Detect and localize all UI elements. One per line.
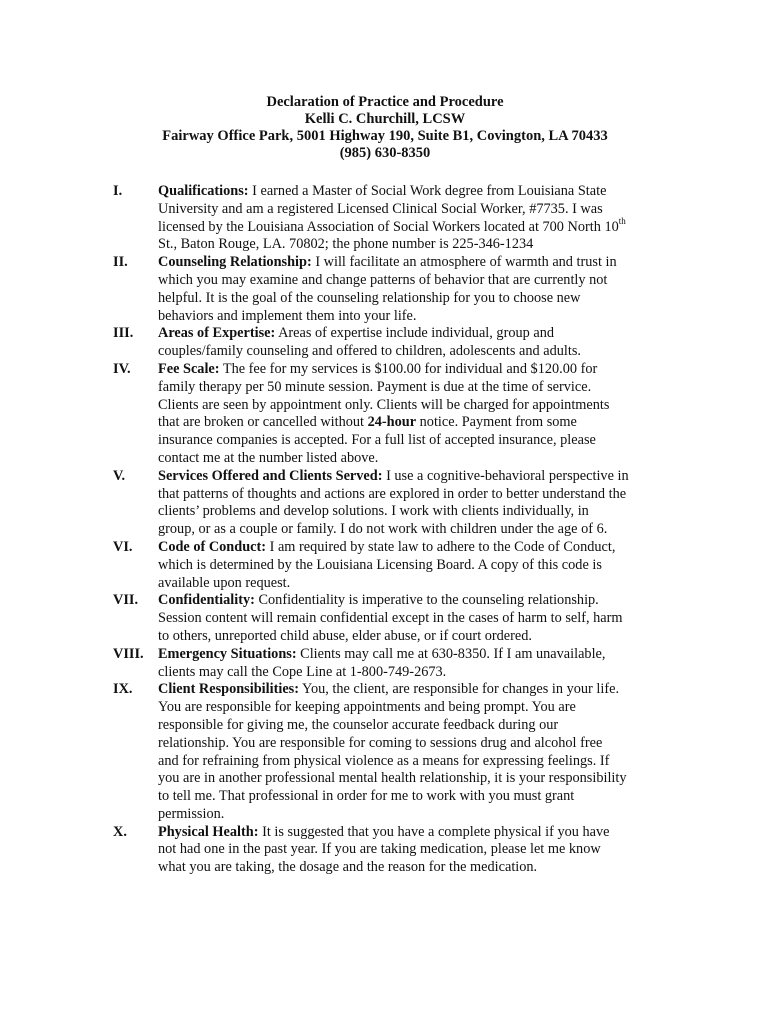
office-phone: (985) 630-8350: [339, 145, 431, 161]
sections-list: [113, 183, 658, 877]
section-text-line: not had one in the past year. If you are taking medication, please let me know: [158, 841, 601, 858]
section-text-line: Clients are seen by appointment only. Clients will be charged for appointments: [158, 396, 610, 413]
document-header: [0, 94, 770, 162]
section-heading: Services Offered and Clients Served:: [158, 467, 383, 484]
section-text-line: you are in another professional mental health relationship, it is your responsibility: [158, 770, 627, 787]
section-numeral: X.: [113, 823, 127, 840]
section-numeral: IV.: [113, 360, 131, 377]
section-numeral: II.: [113, 254, 128, 271]
section-body: [158, 361, 658, 468]
section-heading: Counseling Relationship:: [158, 254, 312, 271]
section-text-line: to tell me. That professional in order for me to work with you must grant: [158, 788, 575, 805]
section-confidentiality: [113, 592, 658, 645]
section-text-line: I will facilitate an atmosphere of warmth and trust in: [315, 254, 617, 271]
section-text-line: group, or as a couple or family. I do not work with children under the age of 6.: [158, 521, 608, 538]
section-text-line: St., Baton Rouge, LA. 70802; the phone number is 225-346-1234: [158, 236, 534, 253]
section-heading: Fee Scale:: [158, 360, 220, 377]
document-title: Declaration of Practice and Procedure: [266, 94, 504, 110]
section-body: [158, 325, 658, 361]
section-text-line: available upon request.: [158, 574, 291, 591]
section-body: [158, 592, 658, 645]
section-text-line: that patterns of thoughts and actions are explored in order to better understand the: [158, 485, 627, 502]
section-text-line: I use a cognitive-behavioral perspective in: [386, 467, 629, 484]
section-qualifications: [113, 183, 658, 254]
section-body: [158, 824, 658, 877]
section-text-line: University and am a registered Licensed Clinical Social Worker, #7735. I was: [158, 200, 603, 217]
section-text-line: family therapy per 50 minute session. Payment is due at the time of service.: [158, 378, 592, 395]
section-fee-scale: [113, 361, 658, 468]
section-text-line: notice. Payment from some: [416, 414, 577, 431]
section-numeral: V.: [113, 467, 126, 484]
section-heading: Qualifications:: [158, 183, 249, 199]
section-client-responsibilities: [113, 681, 658, 823]
section-numeral: III.: [113, 325, 134, 342]
section-text-line: Clients may call me at 630-8350. If I am unavailable,: [300, 645, 606, 662]
section-body: [158, 681, 658, 823]
section-heading: Confidentiality:: [158, 592, 255, 609]
section-text-line: relationship. You are responsible for coming to sessions drug and alcohol free: [158, 734, 603, 751]
office-address: Fairway Office Park, 5001 Highway 190, Suite B1, Covington, LA 70433: [162, 128, 608, 144]
section-physical-health: [113, 824, 658, 877]
section-text-line: You are responsible for keeping appointments and being prompt. You are: [158, 699, 576, 716]
section-body: [158, 183, 658, 254]
section-text-line: to others, unreported child abuse, elder abuse, or if court ordered.: [158, 627, 532, 644]
section-numeral: VII.: [113, 592, 139, 609]
section-areas-of-expertise: [113, 325, 658, 361]
section-body: [158, 539, 658, 592]
section-text-line: responsible for giving me, the counselor accurate feedback during our: [158, 716, 559, 733]
section-services-offered: [113, 468, 658, 539]
section-body: [158, 254, 658, 325]
practitioner-name: Kelli C. Churchill, LCSW: [304, 111, 466, 127]
section-body: [158, 646, 658, 682]
section-text-line: helpful. It is the goal of the counseling relationship for you to choose new: [158, 289, 581, 306]
notice-period-emphasis: 24-hour: [367, 414, 417, 431]
section-numeral: I.: [113, 183, 123, 199]
section-text-line: which you may examine and change patterns of behavior that are currently not: [158, 271, 608, 288]
section-heading: Emergency Situations:: [158, 645, 297, 662]
section-text-line: Confidentiality is imperative to the counseling relationship.: [258, 592, 599, 609]
section-heading: Client Responsibilities:: [158, 681, 299, 698]
section-text-line: contact me at the number listed above.: [158, 449, 379, 466]
section-text-line: licensed by the Louisiana Association of Social Workers located at 700 North 10: [158, 218, 619, 235]
section-text-line: and for refraining from physical violence as a means for expressing feelings. If: [158, 752, 610, 769]
section-numeral: VI.: [113, 538, 133, 555]
section-text-line: It is suggested that you have a complete physical if you have: [262, 823, 610, 840]
section-text-line: The fee for my services is $100.00 for individual and $120.00 for: [222, 360, 598, 377]
section-numeral: VIII.: [113, 645, 144, 662]
section-text-line: behaviors and implement them into your life.: [158, 307, 417, 324]
section-text-line: what you are taking, the dosage and the reason for the medication.: [158, 859, 538, 876]
section-text-line: I am required by state law to adhere to the Code of Conduct,: [269, 538, 616, 555]
section-text-line: Session content will remain confidential except in the cases of harm to self, harm: [158, 610, 623, 627]
section-text-line: insurance companies is accepted. For a full list of accepted insurance, please: [158, 432, 596, 449]
section-heading: Areas of Expertise:: [158, 325, 276, 342]
section-heading: Physical Health:: [158, 823, 259, 840]
section-heading: Code of Conduct:: [158, 538, 267, 555]
section-text-line: which is determined by the Louisiana Licensing Board. A copy of this code is: [158, 556, 602, 573]
section-counseling-relationship: [113, 254, 658, 325]
section-code-of-conduct: [113, 539, 658, 592]
section-text-line: Areas of expertise include individual, group and: [278, 325, 554, 342]
section-emergency-situations: [113, 646, 658, 682]
superscript-ordinal: th: [618, 215, 626, 226]
section-body: [158, 468, 658, 539]
section-text-line: I earned a Master of Social Work degree from Louisiana State: [252, 183, 607, 199]
section-numeral: IX.: [113, 681, 133, 698]
section-text-line: couples/family counseling and offered to children, adolescents and adults.: [158, 343, 581, 360]
section-text-line: You, the client, are responsible for changes in your life.: [302, 681, 620, 698]
section-text-line: clients’ problems and develop solutions. I work with clients individually, in: [158, 503, 589, 520]
section-text-line: clients may call the Cope Line at 1-800-749-2673.: [158, 663, 447, 680]
section-text-line: permission.: [158, 805, 225, 822]
section-text-line: that are broken or cancelled without: [158, 414, 368, 431]
